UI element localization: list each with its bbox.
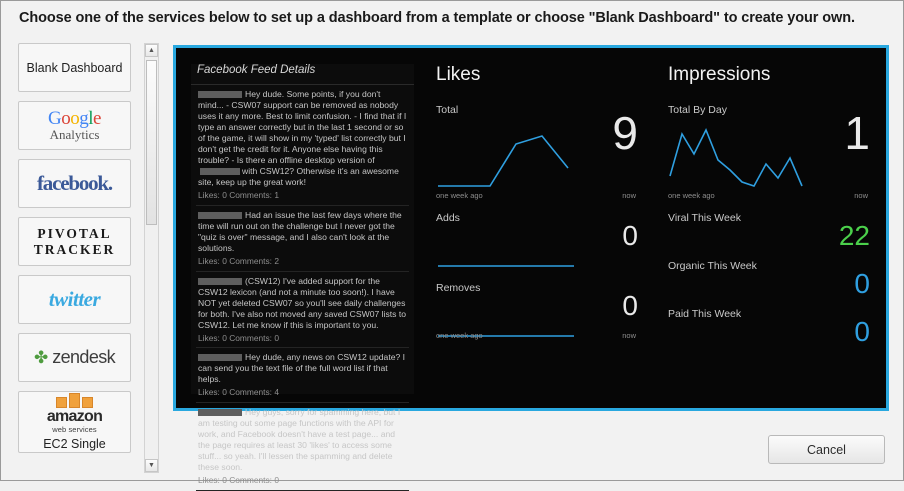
template-tile-facebook[interactable]: [18, 159, 131, 208]
web-services-wordmark: web services: [52, 425, 97, 435]
impressions-total-label: Total By Day: [668, 104, 727, 116]
scroll-up-button[interactable]: ▲: [145, 44, 158, 57]
likes-total-sparkline: [436, 124, 578, 190]
impressions-organic-label: Organic This Week: [668, 260, 757, 272]
feed-post-meta: Likes: 0 Comments: 2: [198, 255, 279, 266]
likes-total-metric: [434, 104, 644, 204]
impressions-organic-value: 0: [854, 268, 870, 299]
twitter-logo: twitter: [48, 287, 101, 311]
impressions-viral-value: 22: [838, 220, 870, 251]
likes-heading: Likes: [436, 64, 481, 85]
axis-right-label: now: [854, 191, 868, 200]
impressions-paid-value: 0: [854, 316, 870, 347]
template-list-scrollbar[interactable]: [144, 43, 159, 473]
feed-post: [196, 348, 409, 403]
feed-post-list: [191, 84, 414, 491]
zendesk-mark-icon: ✤: [33, 348, 49, 367]
amazon-wordmark: amazon: [46, 408, 103, 426]
feed-post: [196, 206, 409, 272]
impressions-total-sparkline: [668, 124, 810, 190]
tracker-word: TRACKER: [33, 241, 116, 257]
likes-adds-value: 0: [622, 220, 638, 251]
template-tile-blank-dashboard[interactable]: [18, 43, 131, 92]
template-tile-pivotal-tracker[interactable]: [18, 217, 131, 266]
feed-post-meta: Likes: 0 Comments: 0: [198, 332, 279, 343]
likes-total-label: Total: [436, 104, 459, 116]
analytics-wordmark: Analytics: [49, 127, 100, 143]
facebook-logo: facebook.: [37, 171, 112, 195]
axis-left-label: one week ago: [668, 191, 715, 200]
axis-right-label: now: [622, 191, 636, 200]
google-analytics-logo: [48, 109, 101, 142]
feed-panel-title: Facebook Feed Details: [197, 64, 316, 76]
feed-post: [196, 272, 409, 349]
dialog-heading: Choose one of the services below to set up a dashboard from a template or choose "Blank Dashboard" to create your own.: [19, 10, 855, 26]
impressions-total-by-day-metric: [666, 104, 876, 204]
impressions-viral-metric: [666, 212, 876, 252]
impressions-total-value: 1: [844, 107, 870, 159]
zendesk-logo: [34, 347, 115, 368]
feed-post-text: Hey dude. Some points, if you don't mind... - CSW07 support can be removed as nobody uses it any more. Best to limit confusion. - I find that if I type an answer correctly but in the last 1 second or so of the game, it will show in my 'typed' list correctly but I don't get the credit for it. Anyone else having this trouble? - Is there an offline desktop version of: [198, 89, 407, 165]
likes-removes-metric: [434, 282, 644, 344]
template-tile-zendesk[interactable]: [18, 333, 131, 382]
scrollbar-thumb[interactable]: [146, 60, 157, 225]
impressions-total-axis: [668, 191, 868, 200]
likes-adds-sparkline: [436, 232, 578, 272]
feed-post-text: (CSW12) I've added support for the CSW12 lexicon (and not a minute too soon!). I have NOT yet deleted CSW07 so you'll see daily challenges for both. I've also not moved any saved CSW07 lists to CSW12. Let me know if this is important to you.: [198, 275, 406, 330]
template-tile-amazon-web-services[interactable]: [18, 391, 131, 453]
facebook-feed-panel: [191, 64, 414, 485]
likes-removes-label: Removes: [436, 282, 481, 294]
template-list[interactable]: [18, 43, 145, 473]
likes-adds-label: Adds: [436, 212, 460, 224]
feed-post: [196, 85, 409, 206]
feed-post-meta: Likes: 0 Comments: 1: [198, 190, 279, 200]
feed-post-text: Hey dude, any news on CSW12 update? I can send you the text file of the full word list if that helps.: [198, 352, 406, 385]
likes-panel: [434, 64, 644, 394]
zendesk-wordmark: zendesk: [52, 347, 116, 367]
feed-post-meta: Likes: 0 Comments: 4: [198, 387, 279, 398]
impressions-paid-metric: [666, 308, 876, 348]
template-list-panel: [18, 43, 161, 473]
impressions-viral-label: Viral This Week: [668, 212, 741, 224]
feed-post: [196, 403, 409, 491]
author-redaction: [198, 278, 242, 285]
template-tile-twitter[interactable]: [18, 275, 131, 324]
axis-left-label: one week ago: [436, 191, 483, 200]
author-redaction: [198, 91, 242, 98]
author-redaction: [198, 409, 242, 416]
impressions-organic-metric: [666, 260, 876, 300]
impressions-panel: [666, 64, 876, 394]
feed-post-text-tail: with CSW12? Otherwise it's an awesome site, keep up the great work!: [198, 166, 399, 187]
pivotal-word: PIVOTAL: [37, 225, 112, 241]
likes-total-value: 9: [612, 107, 638, 159]
axis-left-label: one week ago: [436, 331, 483, 340]
impressions-heading: Impressions: [668, 64, 771, 85]
author-redaction: [198, 354, 242, 361]
ec2-single-label: EC2 Single: [43, 436, 106, 451]
feed-post-text: Had an issue the last few days where the time will run out on the challenge but I never got the "quiz is over" message, and I also can't look at the solutions.: [198, 209, 402, 253]
pivotal-tracker-logo: [34, 226, 116, 257]
template-label-blank: Blank Dashboard: [26, 60, 123, 75]
scroll-down-button[interactable]: ▼: [145, 459, 158, 472]
likes-removes-value: 0: [622, 290, 638, 321]
axis-right-label: now: [622, 331, 636, 340]
name-redaction: [200, 168, 240, 175]
google-wordmark: Google: [48, 108, 101, 130]
feed-post-meta: Likes: 0 Comments: 0: [198, 475, 279, 485]
impressions-paid-label: Paid This Week: [668, 308, 742, 320]
likes-adds-metric: [434, 212, 644, 274]
feed-post-text: Hey guys, sorry for spamming here, but I am testing out some page functions with the API for work, and Facebook doesn't have a test page... and the page requires at least 30 'likes' to access some stuff... so yeah. I'll lessen the spamming and delete these soon.: [198, 407, 401, 472]
likes-total-axis: [436, 191, 636, 200]
template-tile-google-analytics[interactable]: [18, 101, 131, 150]
author-redaction: [198, 212, 242, 219]
cancel-button[interactable]: Cancel: [768, 435, 885, 464]
likes-removes-axis: [436, 331, 636, 340]
amazon-boxes-icon: [56, 393, 93, 408]
